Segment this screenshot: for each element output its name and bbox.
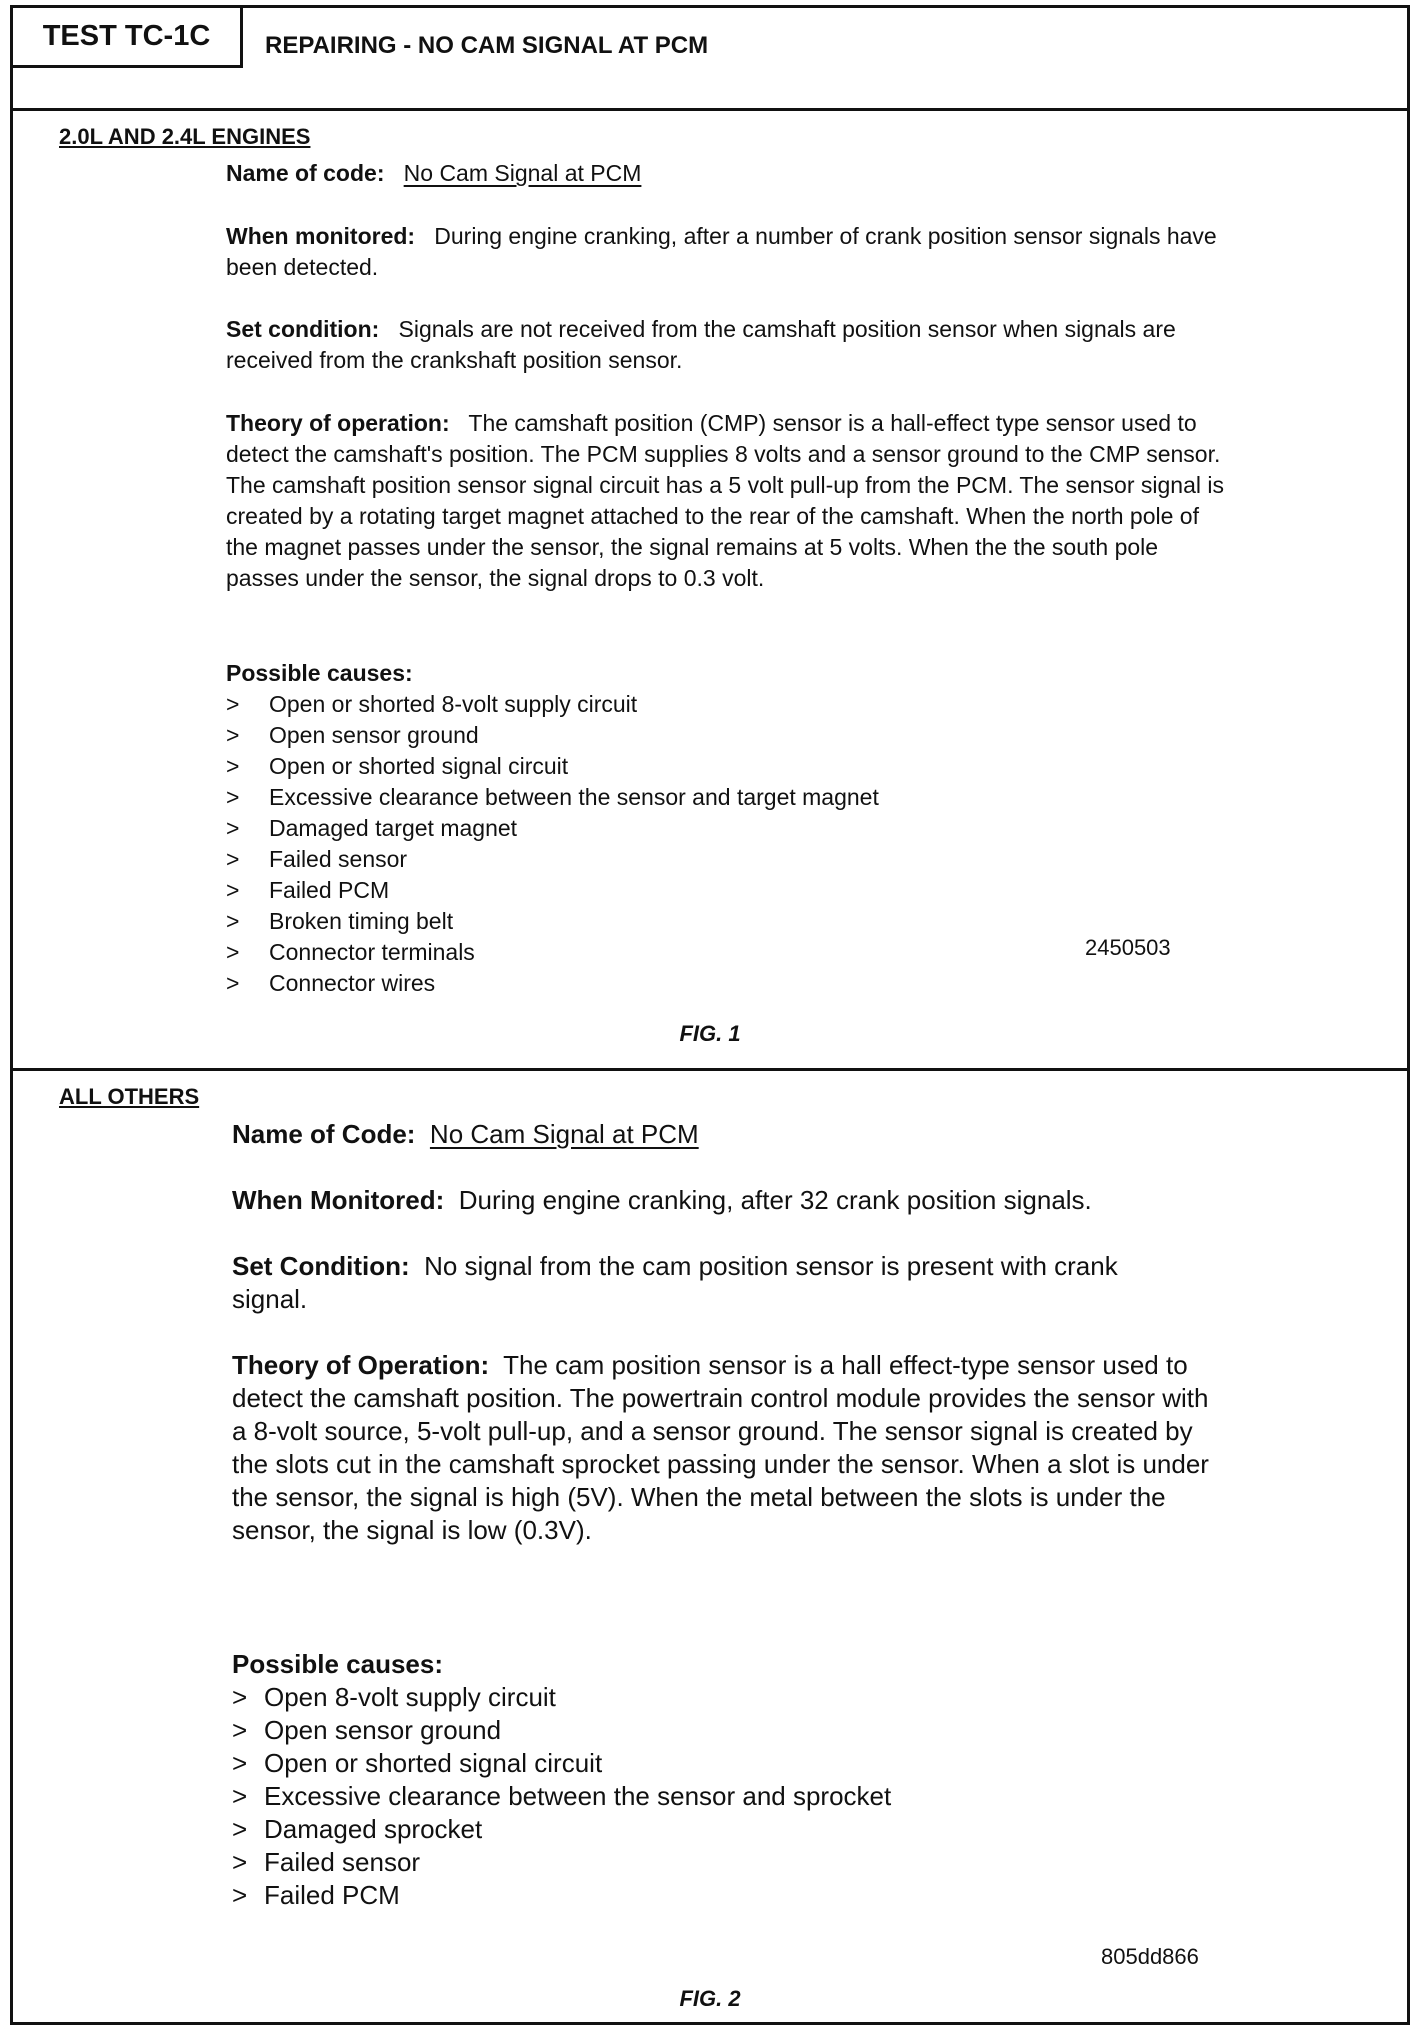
list-item: > Excessive clearance between the sensor and sprocket [232,1781,892,1811]
page-title: REPAIRING - NO CAM SIGNAL AT PCM [265,32,709,59]
possible-causes-list [226,689,1226,999]
when-monitored-paragraph [226,221,1226,283]
theory-text: The cam position sensor is a hall effect-type sensor used to detect the camshaft position. The powertrain control module provides the sensor with a 8-volt source, 5-volt pull-up, and a sensor ground. The sensor signal is created by the slots cut in the camshaft sprocket passing under the sensor. When a slot is under the sensor, the signal is high (5V). When the metal between the slots is under the sensor, the signal is low (0.3V). [232,1350,1209,1545]
when-monitored-label: When monitored: [226,223,416,249]
page-frame [10,5,1410,2025]
bullet-glyph: > [232,1748,248,1778]
figure-id: 2450503 [1085,935,1171,960]
section-2l-engines [13,112,1407,1067]
when-monitored-text: During engine cranking, after a number of crank position sensor signals have been detected. [226,223,1217,280]
list-item: > Connector terminals [226,937,1226,968]
set-condition-label: Set Condition: [232,1251,410,1281]
set-condition-text: No signal from the cam position sensor is present with crank signal. [232,1251,1118,1314]
bullet-glyph: > [226,846,240,872]
when-monitored-text: During engine cranking, after 32 crank position signals. [458,1185,1092,1215]
name-of-code-value: No Cam Signal at PCM [429,1119,699,1149]
bullet-glyph: > [226,691,240,717]
section-heading: ALL OTHERS [59,1084,200,1109]
list-item: > Open 8-volt supply circuit [232,1682,556,1712]
name-of-code-row [232,1118,1252,1151]
list-item: > Connector wires [226,968,1226,999]
section-divider [13,1068,1407,1071]
name-of-code-label: Name of code: [226,160,385,186]
list-item: > Excessive clearance between the sensor and target magnet [226,782,1226,813]
test-id-box: TEST TC-1C [13,8,243,68]
bullet-glyph: > [226,939,240,965]
name-of-code-value: No Cam Signal at PCM [403,160,642,186]
bullet-glyph: > [232,1880,248,1910]
set-condition-text: Signals are not received from the camshaft position sensor when signals are received from the crankshaft position sensor. [226,316,1176,373]
possible-causes-list [232,1681,1252,1912]
possible-causes-block [226,658,1226,999]
list-item: > Damaged target magnet [226,813,1226,844]
list-item: > Failed sensor [226,844,1226,875]
figure-label: FIG. 2 [679,1986,741,2011]
when-monitored-label: When Monitored: [232,1185,445,1215]
list-item: > Failed PCM [232,1880,400,1910]
bullet-glyph: > [226,877,240,903]
list-item: > Open or shorted 8-volt supply circuit [226,689,1226,720]
theory-label: Theory of Operation: [232,1350,490,1380]
set-condition-paragraph [232,1250,1192,1316]
possible-causes-block [232,1648,1252,1912]
bullet-glyph: > [232,1715,248,1745]
figure-id: 805dd866 [1101,1944,1199,1969]
list-item: > Damaged sprocket [232,1814,483,1844]
bullet-glyph: > [232,1814,248,1844]
theory-paragraph [226,408,1226,594]
list-item: > Failed PCM [226,875,1226,906]
possible-causes-label: Possible causes: [226,660,413,686]
bullet-glyph: > [232,1847,248,1877]
bullet-glyph: > [226,784,240,810]
bullet-glyph: > [226,753,240,779]
section-heading: 2.0L AND 2.4L ENGINES [59,124,311,149]
list-item: > Open sensor ground [226,720,1226,751]
theory-text: The camshaft position (CMP) sensor is a hall-effect type sensor used to detect the camshaft's position. The PCM supplies 8 volts and a sensor ground to the CMP sensor. The camshaft position sensor signal circuit has a 5 volt pull-up from the PCM. The sensor signal is created by a rotating target magnet attached to the rear of the camshaft. When the north pole of the magnet passes under the sensor, the signal remains at 5 volts. When the the south pole passes under the sensor, the signal drops to 0.3 volt. [226,410,1224,591]
header-divider [13,108,1407,111]
list-item: > Open or shorted signal circuit [226,751,1226,782]
name-of-code-label: Name of Code: [232,1119,416,1149]
bullet-glyph: > [226,908,240,934]
section-all-others [13,1072,1407,2022]
theory-paragraph [232,1349,1222,1547]
bullet-glyph: > [226,815,240,841]
bullet-glyph: > [232,1682,248,1712]
set-condition-label: Set condition: [226,316,380,342]
when-monitored-paragraph [232,1184,1252,1217]
possible-causes-label: Possible causes: [232,1649,443,1679]
list-item: > Open or shorted signal circuit [232,1748,603,1778]
bullet-glyph: > [232,1781,248,1811]
bullet-glyph: > [226,970,240,996]
list-item: > Failed sensor [232,1847,421,1877]
set-condition-paragraph [226,314,1216,376]
name-of-code-row [226,158,1226,189]
list-item: > Open sensor ground [232,1715,502,1745]
bullet-glyph: > [226,722,240,748]
theory-label: Theory of operation: [226,410,450,436]
list-item: > Broken timing belt [226,906,1226,937]
figure-label: FIG. 1 [679,1021,741,1046]
